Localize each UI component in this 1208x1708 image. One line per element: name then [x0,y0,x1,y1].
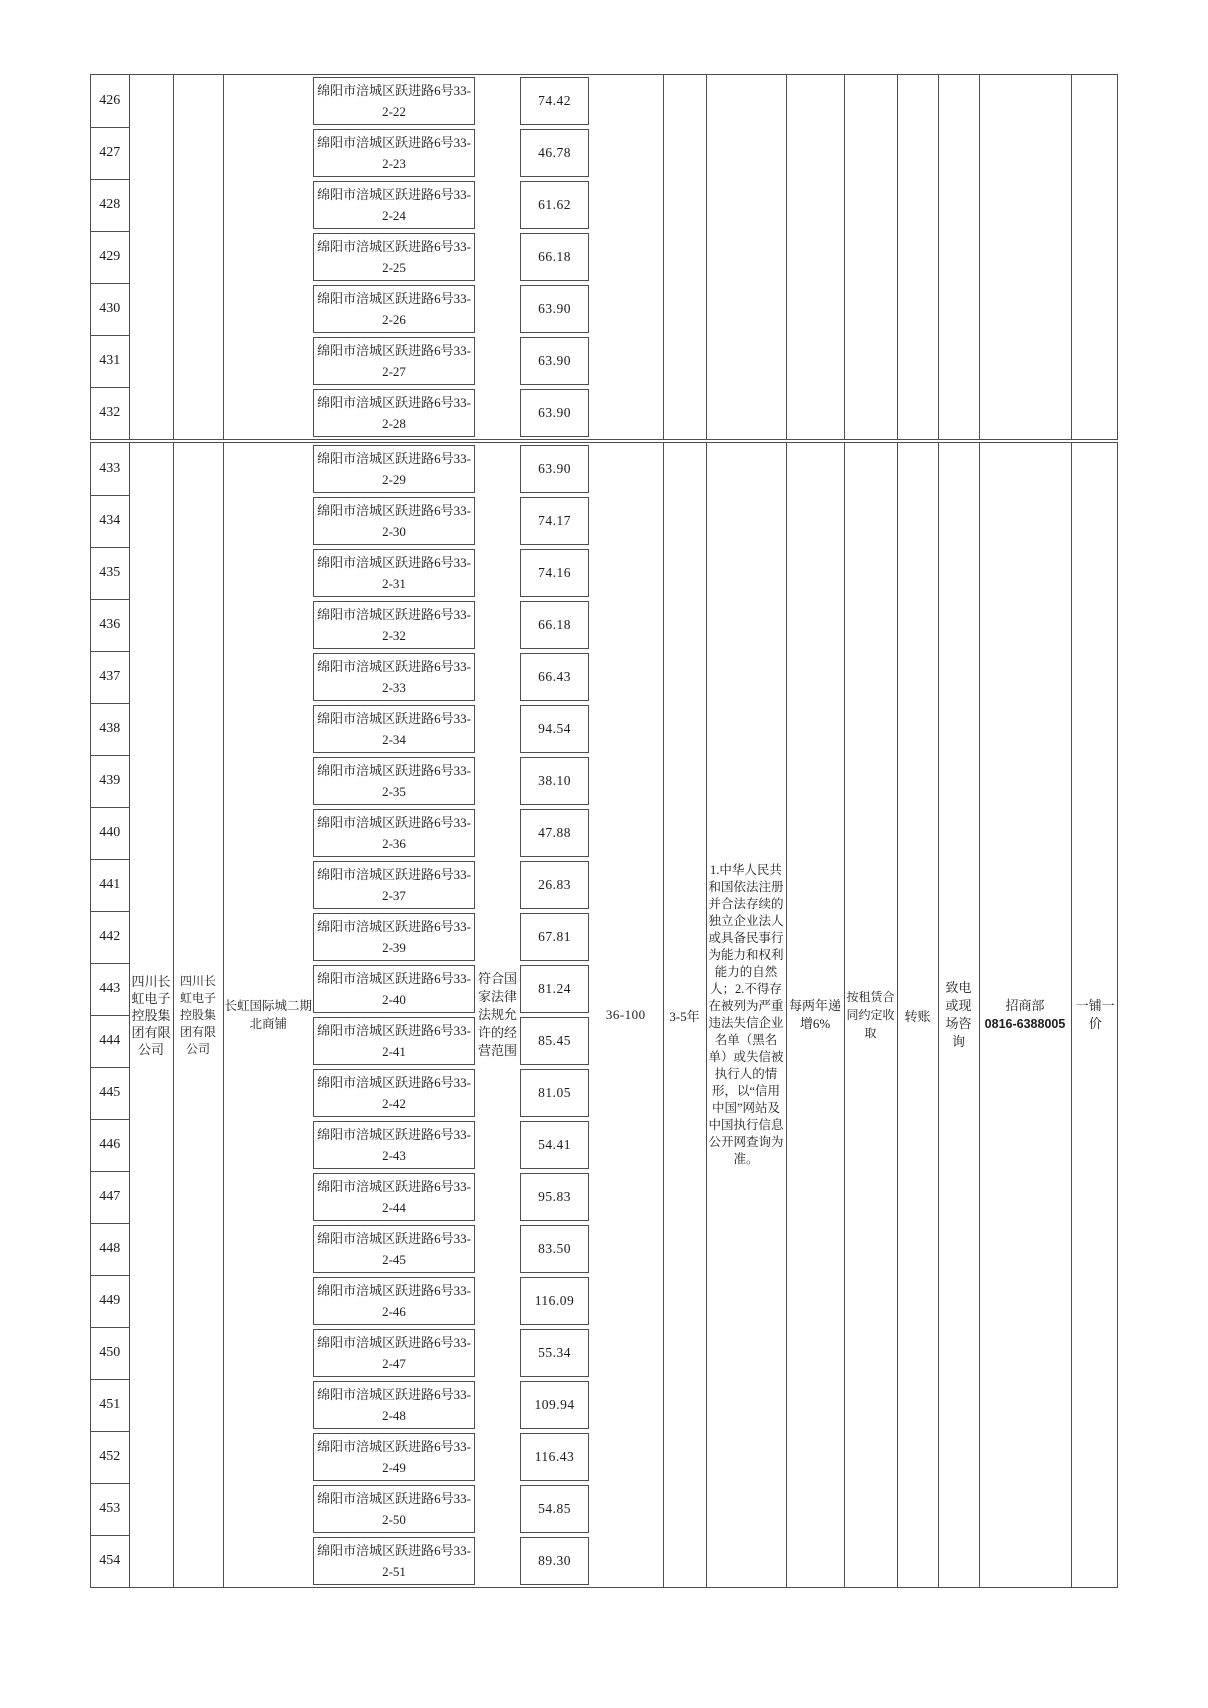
table-row [91,75,1119,127]
address-cell [313,1067,475,1119]
address-cell [313,1171,475,1223]
address-line2: 2-50 [382,1512,406,1527]
contact-phone: 0816-6388005 [984,1017,1066,1031]
address-box [313,1329,475,1377]
operator-cell [173,75,223,439]
row-number-cell: 454 [91,1535,129,1587]
address-box [313,1225,475,1273]
address-box [313,285,475,333]
area-cell [520,755,589,807]
address-line2: 2-29 [382,472,406,487]
area-value: 81.05 [538,1085,571,1100]
lease-term-cell [663,75,706,439]
address-line1: 绵阳市涪城区跃进路6号33- [317,395,471,410]
address-box [313,1121,475,1169]
address-cell [313,1327,475,1379]
address-line2: 2-34 [382,732,406,747]
address-line1: 绵阳市涪城区跃进路6号33- [317,919,471,934]
area-box [520,497,589,545]
area-cell [520,599,589,651]
area-value: 116.09 [534,1293,575,1308]
area-box [520,1381,589,1429]
row-number-cell: 436 [91,599,129,651]
owner-cell [129,75,173,439]
area-box [520,1433,589,1481]
area-cell [520,807,589,859]
row-number-cell: 439 [91,755,129,807]
area-range-cell: 36-100 [589,443,663,1587]
address-line2: 2-26 [382,312,406,327]
address-line2: 2-47 [382,1356,406,1371]
row-number-cell: 435 [91,547,129,599]
address-box [313,497,475,545]
address-line2: 2-49 [382,1460,406,1475]
address-line1: 绵阳市涪城区跃进路6号33- [317,659,471,674]
area-box [520,129,589,177]
address-line1: 绵阳市涪城区跃进路6号33- [317,763,471,778]
address-box [313,653,475,701]
address-line1: 绵阳市涪城区跃进路6号33- [317,1335,471,1350]
area-box [520,757,589,805]
address-box [313,1173,475,1221]
address-cell [313,1483,475,1535]
address-cell [313,911,475,963]
address-line1: 绵阳市涪城区跃进路6号33- [317,607,471,622]
row-number-cell: 449 [91,1275,129,1327]
area-value: 94.54 [538,721,571,736]
address-line1: 绵阳市涪城区跃进路6号33- [317,711,471,726]
area-box [520,1173,589,1221]
consult-method-cell: 致电或现场咨询 [938,443,979,1587]
table-block-lower [90,442,1118,1588]
address-line2: 2-32 [382,628,406,643]
address-line1: 绵阳市涪城区跃进路6号33- [317,1075,471,1090]
address-box [313,1277,475,1325]
area-box [520,1485,589,1533]
address-cell [313,547,475,599]
area-value: 66.43 [538,669,571,684]
address-line1: 绵阳市涪城区跃进路6号33- [317,83,471,98]
address-line2: 2-48 [382,1408,406,1423]
pricing-cell: 一铺一价 [1075,998,1115,1031]
address-box [313,233,475,281]
owner-cell: 四川长虹电子控股集团有限公司 [129,443,173,1587]
row-number-cell: 426 [91,75,129,127]
address-box [313,1069,475,1117]
area-value: 67.81 [538,929,571,944]
row-number-cell: 443 [91,963,129,1015]
business-scope-cell [475,75,520,439]
project-cell [223,75,313,439]
address-box [313,389,475,437]
row-number-cell: 438 [91,703,129,755]
address-cell [313,963,475,1015]
consult-method-cell [938,75,979,439]
address-box [313,549,475,597]
contact-cell [979,443,1071,1587]
area-value: 63.90 [538,405,571,420]
table-row [91,443,1119,495]
area-value: 55.34 [538,1345,571,1360]
area-box [520,1225,589,1273]
address-line2: 2-24 [382,208,406,223]
area-cell [520,1327,589,1379]
address-line1: 绵阳市涪城区跃进路6号33- [317,1179,471,1194]
address-box [313,1017,475,1065]
address-box [313,1381,475,1429]
area-value: 89.30 [538,1553,571,1568]
address-line2: 2-23 [382,156,406,171]
area-cell [520,1119,589,1171]
address-line1: 绵阳市涪城区跃进路6号33- [317,1127,471,1142]
area-box [520,861,589,909]
area-box [520,389,589,437]
project-cell: 长虹国际城二期北商铺 [224,999,312,1031]
address-cell [313,127,475,179]
address-box [313,705,475,753]
area-box [520,1277,589,1325]
row-number-cell: 448 [91,1223,129,1275]
area-cell [520,127,589,179]
table-block-upper [90,74,1118,440]
address-line1: 绵阳市涪城区跃进路6号33- [317,291,471,306]
row-number-cell: 445 [91,1067,129,1119]
area-value: 47.88 [538,825,571,840]
area-box [520,705,589,753]
table-upper [91,75,1119,439]
rent-increase-cell [786,75,844,439]
address-line2: 2-27 [382,364,406,379]
area-cell [520,963,589,1015]
address-line1: 绵阳市涪城区跃进路6号33- [317,1491,471,1506]
area-cell [520,1535,589,1587]
area-cell [520,1379,589,1431]
row-number-cell: 446 [91,1119,129,1171]
address-line2: 2-46 [382,1304,406,1319]
area-box [520,1329,589,1377]
address-line2: 2-28 [382,416,406,431]
area-value: 26.83 [538,877,571,892]
area-value: 95.83 [538,1189,571,1204]
area-value: 66.18 [538,249,571,264]
address-line1: 绵阳市涪城区跃进路6号33- [317,1439,471,1454]
area-value: 46.78 [538,145,571,160]
lease-listing-table [90,74,1118,1588]
area-value: 109.94 [534,1397,575,1412]
operator-cell: 四川长虹电子控股集团有限公司 [173,443,223,1587]
area-box [520,233,589,281]
business-scope-cell: 符合国家法律法规允许的经营范围 [477,971,517,1058]
address-line1: 绵阳市涪城区跃进路6号33- [317,1543,471,1558]
area-value: 74.42 [538,93,571,108]
payment-method-cell: 转账 [897,443,938,1587]
area-box [520,1537,589,1585]
address-line1: 绵阳市涪城区跃进路6号33- [317,867,471,882]
address-cell [313,283,475,335]
address-line2: 2-42 [382,1096,406,1111]
address-box [313,913,475,961]
area-value: 74.16 [538,565,571,580]
address-line1: 绵阳市涪城区跃进路6号33- [317,815,471,830]
address-box [313,77,475,125]
area-value: 74.17 [538,513,571,528]
address-box [313,181,475,229]
address-box [313,1485,475,1533]
area-box [520,77,589,125]
address-cell [313,495,475,547]
row-number-cell: 447 [91,1171,129,1223]
address-line1: 绵阳市涪城区跃进路6号33- [317,239,471,254]
address-cell [313,1015,475,1067]
fee-collection-cell: 按租赁合同约定收取 [844,443,897,1587]
address-line2: 2-30 [382,524,406,539]
address-line1: 绵阳市涪城区跃进路6号33- [317,1023,471,1038]
address-cell [313,231,475,283]
address-line1: 绵阳市涪城区跃进路6号33- [317,451,471,466]
address-box [313,445,475,493]
address-line2: 2-22 [382,104,406,119]
address-line1: 绵阳市涪城区跃进路6号33- [317,1231,471,1246]
area-range-cell [589,75,663,439]
address-cell [313,1379,475,1431]
area-cell [520,547,589,599]
area-value: 54.85 [538,1501,571,1516]
area-cell [520,335,589,387]
area-box [520,1121,589,1169]
address-cell [313,807,475,859]
area-cell [520,703,589,755]
area-cell [520,1067,589,1119]
area-cell [520,1015,589,1067]
area-cell [520,1275,589,1327]
area-box [520,601,589,649]
address-cell [313,1119,475,1171]
area-cell [520,443,589,495]
area-value: 83.50 [538,1241,571,1256]
row-number-cell: 441 [91,859,129,911]
row-number-cell: 428 [91,179,129,231]
tenant-requirements-cell: 1.中华人民共和国依法注册并合法存续的独立企业法人或具备民事行为能力和权利能力的自然人；2.不得存在被列为严重违法失信企业名单（黑名单）或失信被执行人的情形，以“信用中国”网站及中国执行信息公开网查询为准。 [706,443,786,1587]
address-line2: 2-35 [382,784,406,799]
address-line2: 2-31 [382,576,406,591]
area-box [520,809,589,857]
row-number-cell: 440 [91,807,129,859]
lease-term-cell: 3-5年 [663,443,706,1587]
area-cell [520,651,589,703]
address-box [313,1433,475,1481]
area-box [520,965,589,1013]
address-cell [313,651,475,703]
area-value: 38.10 [538,773,571,788]
address-cell [313,443,475,495]
address-line1: 绵阳市涪城区跃进路6号33- [317,1387,471,1402]
address-line2: 2-40 [382,992,406,1007]
row-number-cell: 442 [91,911,129,963]
area-box [520,181,589,229]
address-box [313,965,475,1013]
address-line1: 绵阳市涪城区跃进路6号33- [317,1283,471,1298]
address-line2: 2-25 [382,260,406,275]
address-line1: 绵阳市涪城区跃进路6号33- [317,555,471,570]
area-box [520,1017,589,1065]
address-box [313,809,475,857]
address-line2: 2-37 [382,888,406,903]
area-value: 61.62 [538,197,571,212]
area-box [520,549,589,597]
address-line2: 2-43 [382,1148,406,1163]
address-cell [313,1275,475,1327]
address-cell [313,703,475,755]
area-cell [520,911,589,963]
row-number-cell: 453 [91,1483,129,1535]
fee-collection-cell [844,75,897,439]
area-value: 81.24 [538,981,571,996]
area-cell [520,1483,589,1535]
area-value: 85.45 [538,1033,571,1048]
row-number-cell: 452 [91,1431,129,1483]
row-number-cell: 433 [91,443,129,495]
address-line2: 2-36 [382,836,406,851]
address-line2: 2-51 [382,1564,406,1579]
area-value: 66.18 [538,617,571,632]
address-line1: 绵阳市涪城区跃进路6号33- [317,971,471,986]
area-cell [520,859,589,911]
address-line1: 绵阳市涪城区跃进路6号33- [317,187,471,202]
address-cell [313,1535,475,1587]
address-box [313,601,475,649]
area-cell [520,283,589,335]
area-value: 63.90 [538,461,571,476]
address-line2: 2-33 [382,680,406,695]
address-line2: 2-45 [382,1252,406,1267]
address-box [313,861,475,909]
address-cell [313,179,475,231]
row-number-cell: 437 [91,651,129,703]
tenant-requirements-cell [706,75,786,439]
address-line2: 2-41 [382,1044,406,1059]
address-line2: 2-44 [382,1200,406,1215]
row-number-cell: 434 [91,495,129,547]
address-cell [313,1431,475,1483]
address-box [313,1537,475,1585]
area-cell [520,231,589,283]
address-box [313,757,475,805]
area-cell [520,179,589,231]
rent-increase-cell: 每两年递增6% [786,443,844,1587]
row-number-cell: 431 [91,335,129,387]
address-cell [313,1223,475,1275]
address-cell [313,755,475,807]
area-cell [520,75,589,127]
contact-dept: 招商部 [1005,998,1045,1013]
table-lower [91,443,1119,1587]
area-cell [520,1223,589,1275]
area-box [520,1069,589,1117]
area-box [520,913,589,961]
address-cell [313,599,475,651]
contact-cell [979,75,1071,439]
row-number-cell: 427 [91,127,129,179]
row-number-cell: 451 [91,1379,129,1431]
address-box [313,337,475,385]
row-number-cell: 429 [91,231,129,283]
area-cell [520,387,589,439]
address-cell [313,859,475,911]
payment-method-cell [897,75,938,439]
area-value: 63.90 [538,353,571,368]
address-line1: 绵阳市涪城区跃进路6号33- [317,343,471,358]
area-value: 63.90 [538,301,571,316]
row-number-cell: 432 [91,387,129,439]
row-number-cell: 430 [91,283,129,335]
area-box [520,445,589,493]
area-box [520,337,589,385]
address-line1: 绵阳市涪城区跃进路6号33- [317,503,471,518]
pricing-cell [1071,75,1119,439]
area-box [520,653,589,701]
address-line1: 绵阳市涪城区跃进路6号33- [317,135,471,150]
address-cell [313,335,475,387]
address-box [313,129,475,177]
address-cell [313,387,475,439]
area-box [520,285,589,333]
area-value: 54.41 [538,1137,571,1152]
area-cell [520,1171,589,1223]
address-cell [313,75,475,127]
address-line2: 2-39 [382,940,406,955]
area-value: 116.43 [534,1449,575,1464]
area-cell [520,495,589,547]
row-number-cell: 450 [91,1327,129,1379]
area-cell [520,1431,589,1483]
row-number-cell: 444 [91,1015,129,1067]
